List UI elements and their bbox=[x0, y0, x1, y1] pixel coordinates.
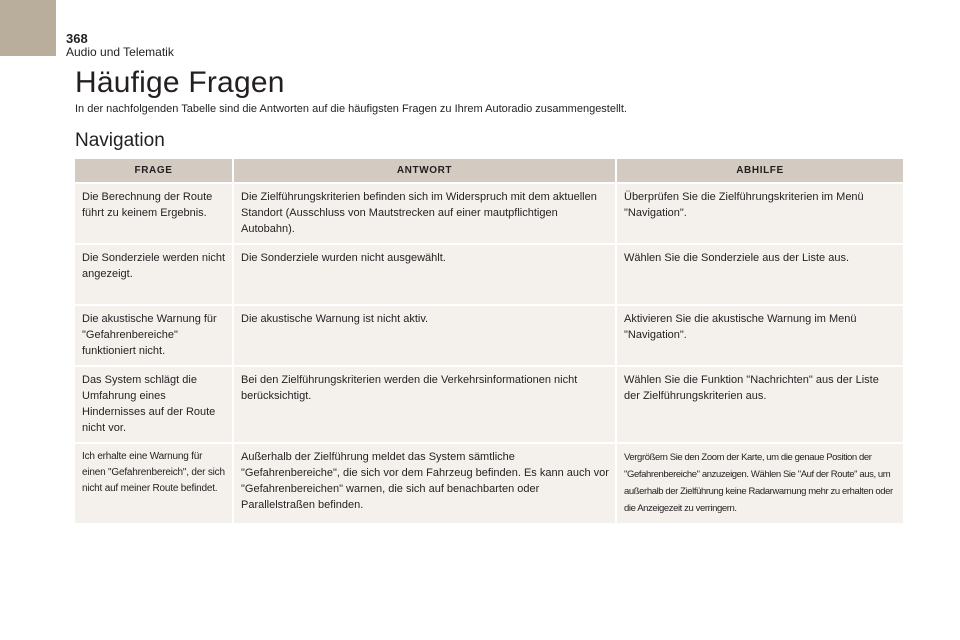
frage-text: Die akustische Warnung für "Gefahrenbereiche" funktioniert nicht. bbox=[82, 313, 217, 357]
abhilfe-text: Überprüfen Sie die Zielführungskriterien im Menü "Navigation". bbox=[624, 191, 864, 219]
table-row bbox=[75, 184, 903, 245]
page-title: Häufige Fragen bbox=[75, 66, 285, 99]
table-row bbox=[75, 367, 903, 444]
column-header-abhilfe: ABHILFE bbox=[617, 159, 903, 184]
frage-cell bbox=[75, 245, 234, 306]
table-header-row bbox=[75, 159, 903, 184]
frage-text: Die Sonderziele werden nicht angezeigt. bbox=[82, 252, 226, 280]
frage-cell bbox=[75, 444, 234, 525]
section-subtitle: Navigation bbox=[75, 130, 165, 151]
abhilfe-cell bbox=[617, 367, 903, 444]
frage-cell bbox=[75, 184, 234, 245]
abhilfe-cell bbox=[617, 444, 903, 525]
frage-text: Ich erhalte eine Warnung für einen "Gefahrenbereich", der sich nicht auf meiner Route befindet. bbox=[82, 451, 225, 494]
abhilfe-cell bbox=[617, 306, 903, 367]
table-row bbox=[75, 245, 903, 306]
corner-tab bbox=[0, 0, 56, 56]
abhilfe-cell bbox=[617, 245, 903, 306]
antwort-text: Die Zielführungskriterien befinden sich im Widerspruch mit dem aktuellen Standort (Ausschluss von Mautstrecken auf einer mautpflichtigen Autobahn). bbox=[241, 191, 597, 235]
frage-text: Die Berechnung der Route führt zu keinem Ergebnis. bbox=[82, 191, 213, 219]
intro-text: In der nachfolgenden Tabelle sind die Antworten auf die häufigsten Fragen zu Ihrem Autoradio zusammengestellt. bbox=[75, 103, 627, 115]
frage-text: Das System schlägt die Umfahrung eines Hindernisses auf der Route nicht vor. bbox=[82, 374, 216, 434]
antwort-cell bbox=[234, 367, 617, 444]
antwort-text: Außerhalb der Zielführung meldet das System sämtliche "Gefahrenbereiche", die sich vor dem Fahrzeug befinden. Es kann auch vor "Gefahrenbereichen" warnen, die sich auf benachbarten oder Parallelstraßen befinden. bbox=[241, 451, 609, 511]
page-number: 368 bbox=[66, 31, 88, 46]
column-header-antwort: ANTWORT bbox=[234, 159, 617, 184]
antwort-cell bbox=[234, 444, 617, 525]
antwort-text: Die Sonderziele wurden nicht ausgewählt. bbox=[241, 252, 446, 264]
faq-table bbox=[75, 159, 903, 525]
frage-cell bbox=[75, 306, 234, 367]
antwort-cell bbox=[234, 184, 617, 245]
section-label: Audio und Telematik bbox=[66, 45, 174, 59]
antwort-text: Die akustische Warnung ist nicht aktiv. bbox=[241, 313, 429, 325]
table-row bbox=[75, 306, 903, 367]
column-header-frage: FRAGE bbox=[75, 159, 234, 184]
antwort-cell bbox=[234, 245, 617, 306]
abhilfe-text: Wählen Sie die Sonderziele aus der Liste aus. bbox=[624, 252, 850, 264]
antwort-cell bbox=[234, 306, 617, 367]
abhilfe-cell bbox=[617, 184, 903, 245]
frage-cell bbox=[75, 367, 234, 444]
abhilfe-text: Vergrößern Sie den Zoom der Karte, um die genaue Position der "Gefahrenbereiche" anzuzeigen. Wählen Sie "Auf der Route" aus, um außerhalb der Zielführung keine Radarwarnung mehr zu erhalten oder die Anzeigezeit zu verringern. bbox=[624, 452, 893, 514]
table-row bbox=[75, 444, 903, 525]
abhilfe-text: Aktivieren Sie die akustische Warnung im Menü "Navigation". bbox=[624, 313, 857, 341]
antwort-text: Bei den Zielführungskriterien werden die Verkehrsinformationen nicht berücksichtigt. bbox=[241, 374, 578, 402]
abhilfe-text: Wählen Sie die Funktion "Nachrichten" aus der Liste der Zielführungskriterien aus. bbox=[624, 374, 879, 402]
